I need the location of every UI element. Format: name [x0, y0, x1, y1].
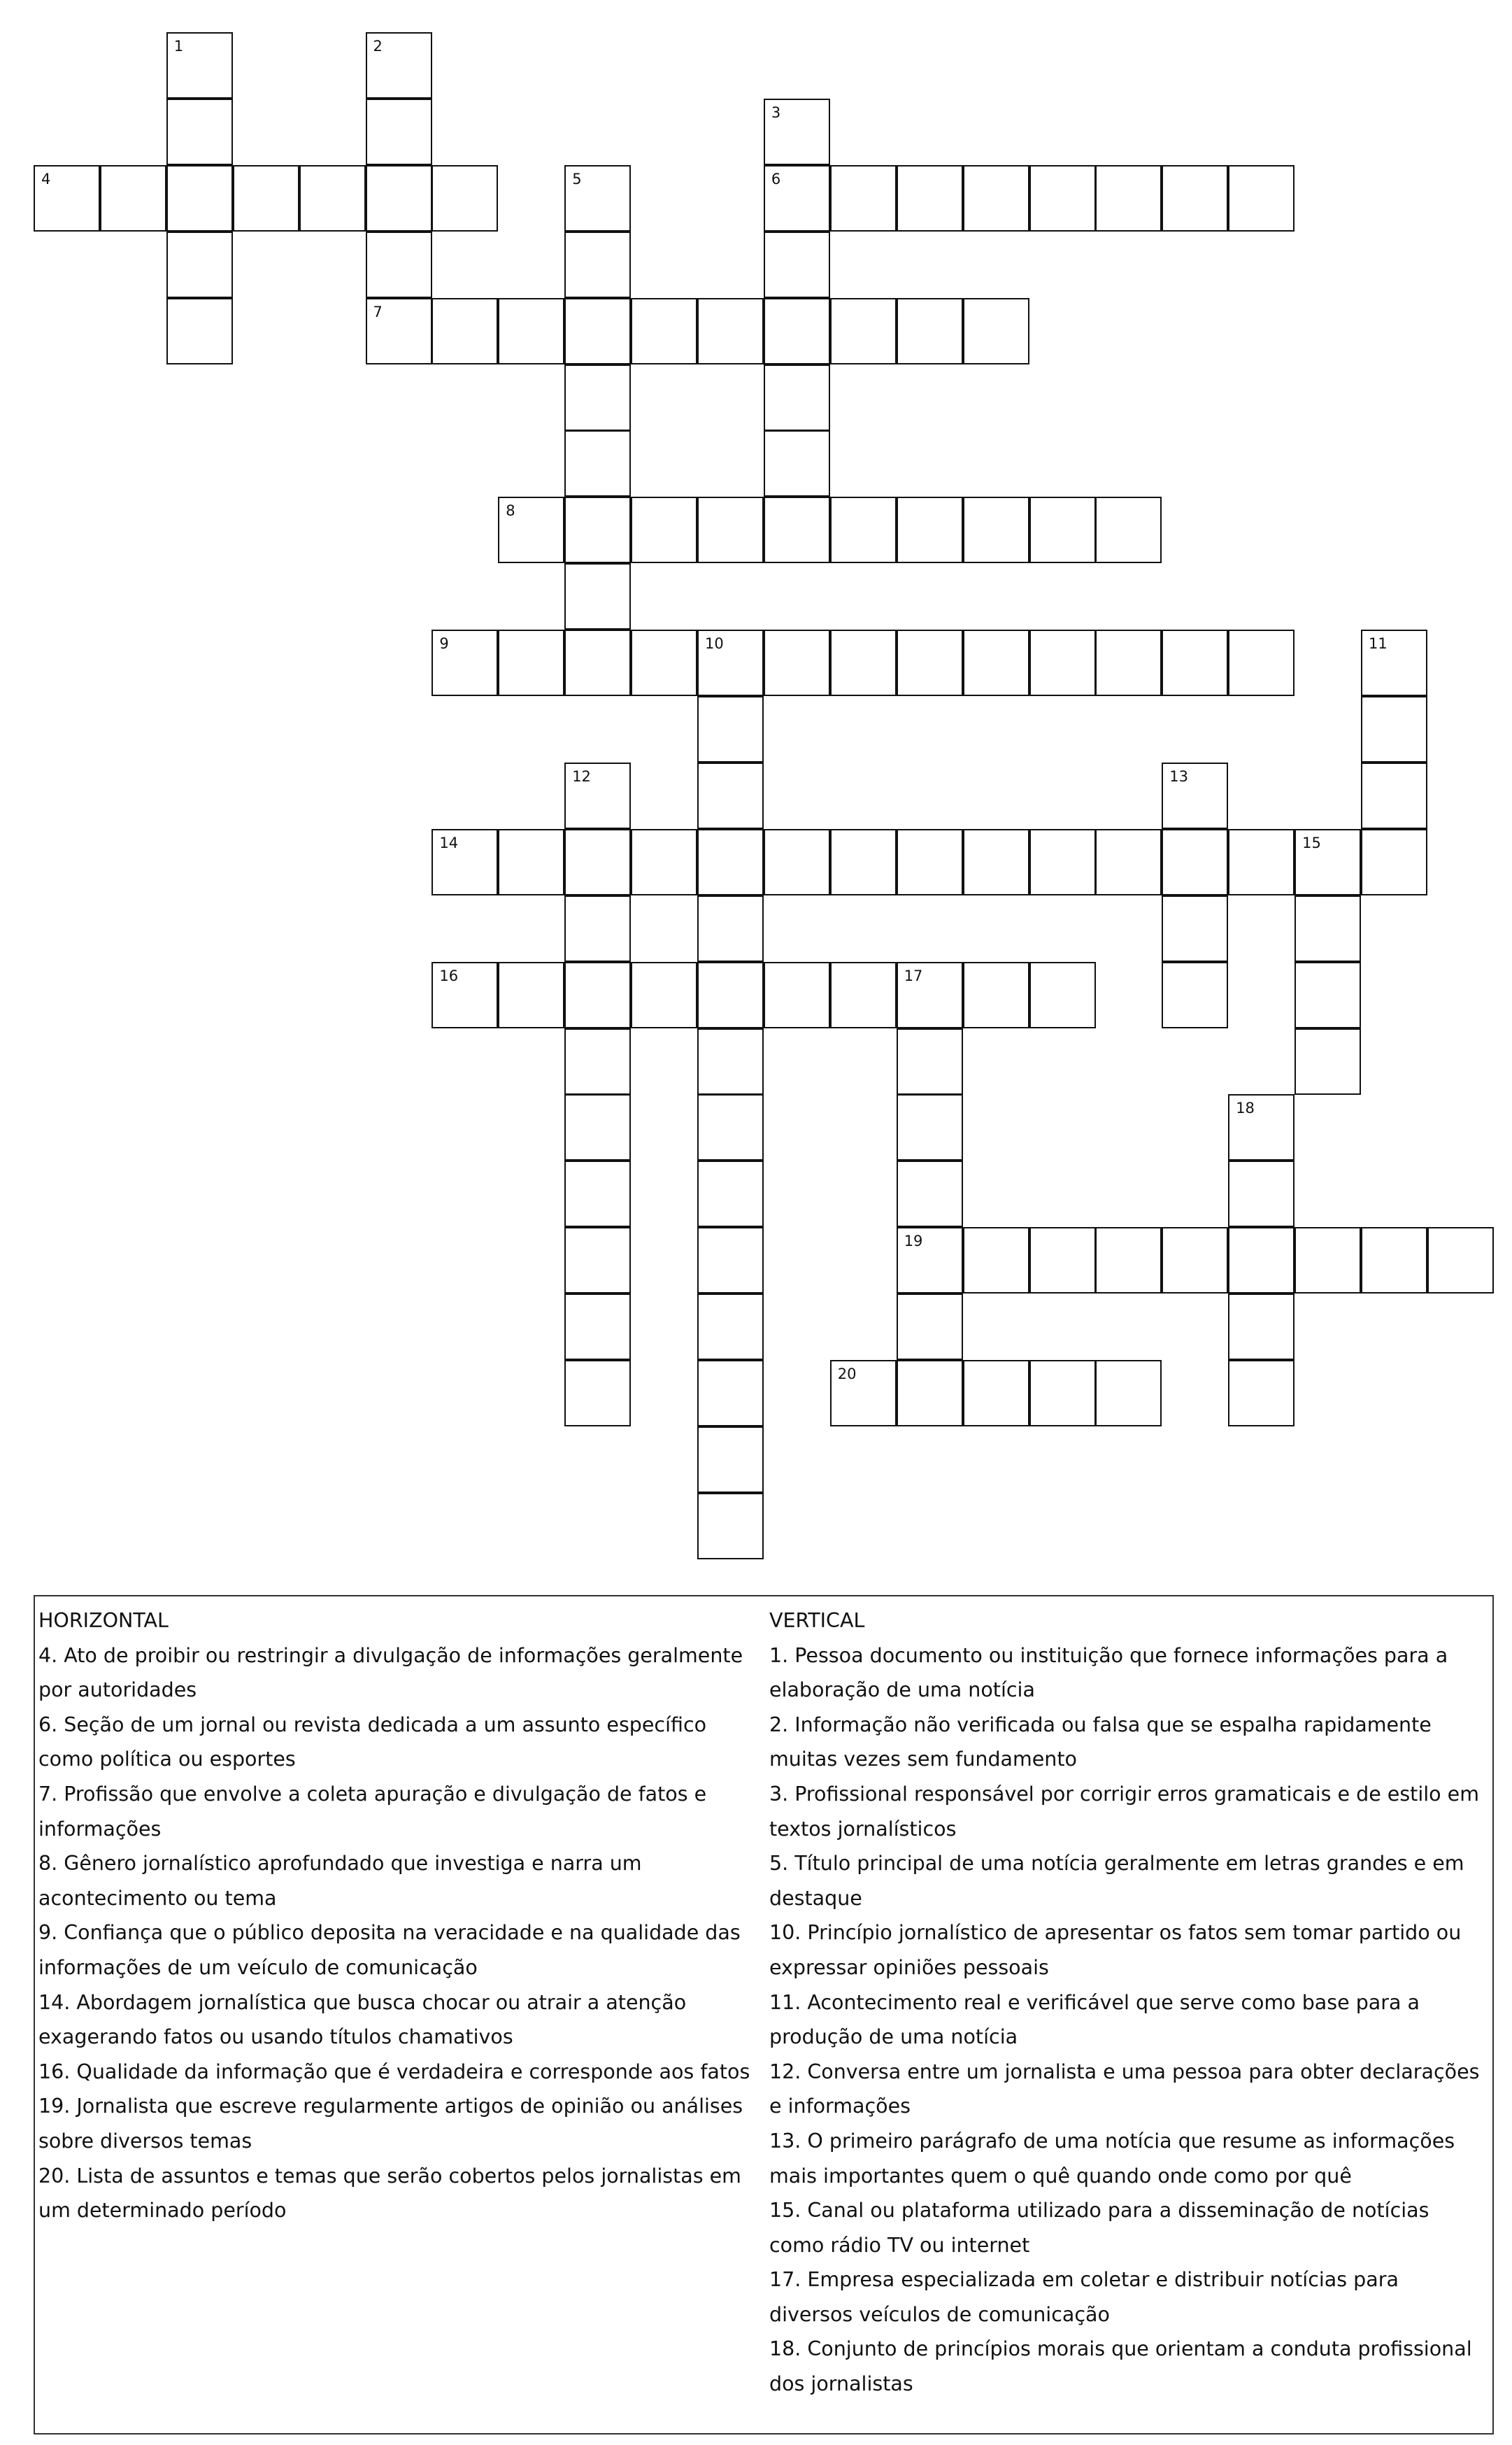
- clue-number: 9: [439, 635, 449, 653]
- grid-cell[interactable]: [1295, 829, 1361, 895]
- grid-cell[interactable]: [830, 497, 897, 563]
- grid-cell[interactable]: [432, 298, 498, 364]
- grid-cell[interactable]: [697, 763, 764, 829]
- grid-cell[interactable]: [764, 165, 830, 232]
- grid-cell[interactable]: [963, 165, 1029, 232]
- grid-cell[interactable]: [963, 630, 1029, 696]
- grid-cell[interactable]: [897, 1227, 963, 1294]
- clue-down-17: 17. Empresa especializada em coletar e distribuir notícias para diversos veículos de comunicação: [769, 2268, 1399, 2326]
- grid-cell[interactable]: [1361, 829, 1427, 895]
- grid-cell[interactable]: [432, 829, 498, 895]
- grid-cell[interactable]: [100, 165, 166, 232]
- grid-cell[interactable]: [564, 298, 631, 364]
- grid-cell[interactable]: [963, 497, 1029, 563]
- clue-down-11: 11. Acontecimento real e verificável que serve como base para a produção de uma notícia: [769, 1990, 1420, 2049]
- grid-cell[interactable]: [564, 763, 631, 829]
- grid-cell[interactable]: [299, 165, 366, 232]
- grid-cell[interactable]: [1361, 696, 1427, 763]
- grid-cell[interactable]: [764, 99, 830, 165]
- clue-number: 20: [837, 1366, 857, 1382]
- clue-across-6: 6. Seção de um jornal ou revista dedicada a um assunto específico como política ou esportes: [38, 1713, 707, 1771]
- grid-cell[interactable]: [1228, 630, 1295, 696]
- grid-cell[interactable]: [697, 1360, 764, 1426]
- grid-cell[interactable]: [764, 298, 830, 364]
- grid-cell[interactable]: [1095, 829, 1162, 895]
- grid-cell[interactable]: [897, 1094, 963, 1161]
- grid-cell[interactable]: [897, 1294, 963, 1360]
- grid-cell[interactable]: [233, 165, 299, 232]
- grid-cell[interactable]: [963, 829, 1029, 895]
- grid-cell[interactable]: [697, 1028, 764, 1095]
- grid-cell[interactable]: [631, 497, 697, 563]
- grid-cell[interactable]: [897, 298, 963, 364]
- grid-cell[interactable]: [1162, 1227, 1228, 1294]
- grid-cell[interactable]: [764, 630, 830, 696]
- clue-number: 10: [705, 635, 724, 653]
- grid-cell[interactable]: [1095, 1227, 1162, 1294]
- grid-cell[interactable]: [366, 298, 432, 364]
- grid-cell[interactable]: [764, 497, 830, 563]
- grid-cell[interactable]: [1228, 165, 1295, 232]
- grid-cell[interactable]: [697, 497, 764, 563]
- grid-cell[interactable]: [1162, 630, 1228, 696]
- grid-cell[interactable]: [764, 430, 830, 497]
- grid-cell[interactable]: [1162, 763, 1228, 829]
- clue-number: 17: [904, 967, 923, 984]
- clue-number: 8: [506, 502, 515, 520]
- grid-cell[interactable]: [897, 1161, 963, 1227]
- grid-cell[interactable]: [1228, 829, 1295, 895]
- grid-cell[interactable]: [498, 298, 564, 364]
- clue-down-12: 12. Conversa entre um jornalista e uma pessoa para obter declarações e informações: [769, 2060, 1480, 2118]
- grid-cell[interactable]: [764, 829, 830, 895]
- grid-cell[interactable]: [897, 1360, 963, 1426]
- grid-cell[interactable]: [498, 962, 564, 1028]
- grid-cell[interactable]: [366, 99, 432, 165]
- grid-cell[interactable]: [498, 497, 564, 563]
- grid-cell[interactable]: [830, 962, 897, 1028]
- clue-down-5: 5. Título principal de uma notícia geralmente em letras grandes e em destaque: [769, 1852, 1464, 1910]
- grid-cell[interactable]: [897, 829, 963, 895]
- grid-cell[interactable]: [764, 364, 830, 431]
- grid-cell[interactable]: [830, 165, 897, 232]
- grid-cell[interactable]: [166, 232, 233, 298]
- grid-cell[interactable]: [1295, 1028, 1361, 1095]
- grid-cell[interactable]: [564, 1360, 631, 1426]
- grid-cell[interactable]: [963, 298, 1029, 364]
- grid-cell[interactable]: [697, 696, 764, 763]
- grid-cell[interactable]: [564, 1028, 631, 1095]
- grid-cell[interactable]: [1029, 630, 1096, 696]
- grid-cell[interactable]: [564, 1294, 631, 1360]
- clue-number: 11: [1369, 635, 1388, 653]
- grid-cell[interactable]: [1295, 1227, 1361, 1294]
- grid-cell[interactable]: [897, 630, 963, 696]
- clue-down-13: 13. O primeiro parágrafo de uma notícia que resume as informações mais importantes quem o quê quando onde como por quê: [769, 2129, 1455, 2188]
- grid-cell[interactable]: [1162, 829, 1228, 895]
- clue-across-19: 19. Jornalista que escreve regularmente artigos de opinião ou análises sobre diversos temas: [38, 2095, 743, 2153]
- grid-cell[interactable]: [1029, 962, 1096, 1028]
- grid-cell[interactable]: [897, 165, 963, 232]
- grid-cell[interactable]: [432, 630, 498, 696]
- grid-cell[interactable]: [697, 298, 764, 364]
- grid-cell[interactable]: [432, 165, 498, 232]
- clue-number: 2: [373, 38, 383, 55]
- grid-cell[interactable]: [366, 165, 432, 232]
- clue-number: 14: [439, 834, 459, 851]
- grid-cell[interactable]: [830, 630, 897, 696]
- clue-number: 15: [1302, 834, 1321, 851]
- clue-down-15: 15. Canal ou plataforma utilizado para a disseminação de notícias como rádio TV ou internet: [769, 2199, 1429, 2257]
- grid-cell[interactable]: [564, 630, 631, 696]
- grid-cell[interactable]: [1228, 1227, 1295, 1294]
- grid-cell[interactable]: [1361, 1227, 1427, 1294]
- grid-cell[interactable]: [1228, 1360, 1295, 1426]
- grid-cell[interactable]: [1095, 1360, 1162, 1426]
- grid-cell[interactable]: [564, 165, 631, 232]
- grid-cell[interactable]: [564, 829, 631, 895]
- horizontal-clues: [38, 1603, 752, 2228]
- grid-cell[interactable]: [1162, 165, 1228, 232]
- grid-cell[interactable]: [1095, 630, 1162, 696]
- grid-cell[interactable]: [631, 829, 697, 895]
- grid-cell[interactable]: [963, 962, 1029, 1028]
- grid-cell[interactable]: [697, 1493, 764, 1559]
- grid-cell[interactable]: [830, 1360, 897, 1426]
- grid-cell[interactable]: [1162, 895, 1228, 962]
- clue-down-3: 3. Profissional responsável por corrigir erros gramaticais e de estilo em textos jornalísticos: [769, 1782, 1479, 1841]
- grid-cell[interactable]: [564, 895, 631, 962]
- grid-cell[interactable]: [1029, 497, 1096, 563]
- grid-cell[interactable]: [564, 1227, 631, 1294]
- grid-cell[interactable]: [1095, 497, 1162, 563]
- grid-cell[interactable]: [564, 364, 631, 431]
- vertical-heading: VERTICAL: [769, 1609, 865, 1632]
- clue-down-10: 10. Princípio jornalístico de apresentar os fatos sem tomar partido ou expressar opiniões pessoais: [769, 1921, 1462, 1979]
- grid-cell[interactable]: [764, 962, 830, 1028]
- clue-across-16: 16. Qualidade da informação que é verdadeira e corresponde aos fatos: [38, 2060, 750, 2083]
- grid-cell[interactable]: [697, 1426, 764, 1493]
- clue-number: 12: [572, 767, 591, 785]
- grid-cell[interactable]: [631, 962, 697, 1028]
- grid-cell[interactable]: [1029, 165, 1096, 232]
- vertical-clues: [769, 1603, 1483, 2402]
- grid-cell[interactable]: [166, 32, 233, 99]
- clue-across-9: 9. Confiança que o público deposita na veracidade e na qualidade das informações de um veículo de comunicação: [38, 1921, 741, 1979]
- grid-cell[interactable]: [34, 165, 100, 232]
- grid-cell[interactable]: [1361, 763, 1427, 829]
- grid-cell[interactable]: [498, 829, 564, 895]
- clue-number: 6: [771, 170, 781, 187]
- grid-cell[interactable]: [166, 165, 233, 232]
- grid-cell[interactable]: [631, 630, 697, 696]
- grid-cell[interactable]: [1029, 829, 1096, 895]
- clue-number: 18: [1236, 1100, 1255, 1117]
- grid-cell[interactable]: [1295, 895, 1361, 962]
- grid-cell[interactable]: [897, 1028, 963, 1095]
- grid-cell[interactable]: [564, 430, 631, 497]
- clue-across-14: 14. Abordagem jornalística que busca chocar ou atrair a atenção exagerando fatos ou usando títulos chamativos: [38, 1990, 687, 2049]
- clue-down-18: 18. Conjunto de princípios morais que orientam a conduta profissional dos jornalistas: [769, 2337, 1472, 2396]
- grid-cell[interactable]: [697, 895, 764, 962]
- grid-cell[interactable]: [963, 1360, 1029, 1426]
- grid-cell[interactable]: [697, 962, 764, 1028]
- grid-cell[interactable]: [498, 630, 564, 696]
- grid-cell[interactable]: [631, 298, 697, 364]
- clue-across-7: 7. Profissão que envolve a coleta apuração e divulgação de fatos e informações: [38, 1782, 707, 1841]
- grid-cell[interactable]: [697, 829, 764, 895]
- grid-cell[interactable]: [1228, 1161, 1295, 1227]
- clue-number: 4: [41, 170, 51, 187]
- clue-across-8: 8. Gênero jornalístico aprofundado que investiga e narra um acontecimento ou tema: [38, 1852, 642, 1910]
- grid-cell[interactable]: [1095, 165, 1162, 232]
- grid-cell[interactable]: [697, 630, 764, 696]
- clue-across-4: 4. Ato de proibir ou restringir a divulgação de informações geralmente por autoridades: [38, 1643, 743, 1702]
- clue-number: 19: [904, 1233, 923, 1250]
- clue-down-2: 2. Informação não verificada ou falsa que se espalha rapidamente muitas vezes sem fundamento: [769, 1713, 1432, 1771]
- clue-number: 13: [1169, 767, 1189, 785]
- grid-cell[interactable]: [830, 829, 897, 895]
- horizontal-heading: HORIZONTAL: [38, 1609, 169, 1632]
- grid-cell[interactable]: [564, 497, 631, 563]
- clue-down-1: 1. Pessoa documento ou instituição que fornece informações para a elaboração de uma notícia: [769, 1643, 1448, 1702]
- grid-cell[interactable]: [697, 1094, 764, 1161]
- grid-cell[interactable]: [1228, 1294, 1295, 1360]
- grid-cell[interactable]: [830, 298, 897, 364]
- grid-cell[interactable]: [564, 1161, 631, 1227]
- grid-cell[interactable]: [1361, 630, 1427, 696]
- grid-cell[interactable]: [564, 962, 631, 1028]
- clue-number: 3: [771, 104, 781, 121]
- grid-cell[interactable]: [1029, 1360, 1096, 1426]
- grid-cell[interactable]: [366, 232, 432, 298]
- grid-cell[interactable]: [564, 232, 631, 298]
- grid-cell[interactable]: [1162, 962, 1228, 1028]
- grid-cell[interactable]: [432, 962, 498, 1028]
- grid-cell[interactable]: [166, 99, 233, 165]
- grid-cell[interactable]: [1029, 1227, 1096, 1294]
- clue-number: 1: [173, 38, 184, 55]
- grid-cell[interactable]: [564, 563, 631, 630]
- grid-cell[interactable]: [764, 232, 830, 298]
- grid-cell[interactable]: [564, 1094, 631, 1161]
- grid-cell[interactable]: [1427, 1227, 1494, 1294]
- clues-box: [34, 1595, 1494, 2435]
- clue-across-20: 20. Lista de assuntos e temas que serão cobertos pelos jornalistas em um determinado período: [38, 2164, 741, 2223]
- grid-cell[interactable]: [897, 497, 963, 563]
- grid-cell[interactable]: [1295, 962, 1361, 1028]
- grid-cell[interactable]: [166, 298, 233, 364]
- grid-cell[interactable]: [963, 1227, 1029, 1294]
- clue-number: 7: [373, 303, 383, 320]
- clue-number: 5: [572, 170, 582, 187]
- grid-cell[interactable]: [697, 1294, 764, 1360]
- grid-cell[interactable]: [366, 32, 432, 99]
- grid-cell[interactable]: [697, 1161, 764, 1227]
- grid-cell[interactable]: [897, 962, 963, 1028]
- clue-number: 16: [439, 967, 459, 984]
- grid-cell[interactable]: [697, 1227, 764, 1294]
- grid-cell[interactable]: [1228, 1094, 1295, 1161]
